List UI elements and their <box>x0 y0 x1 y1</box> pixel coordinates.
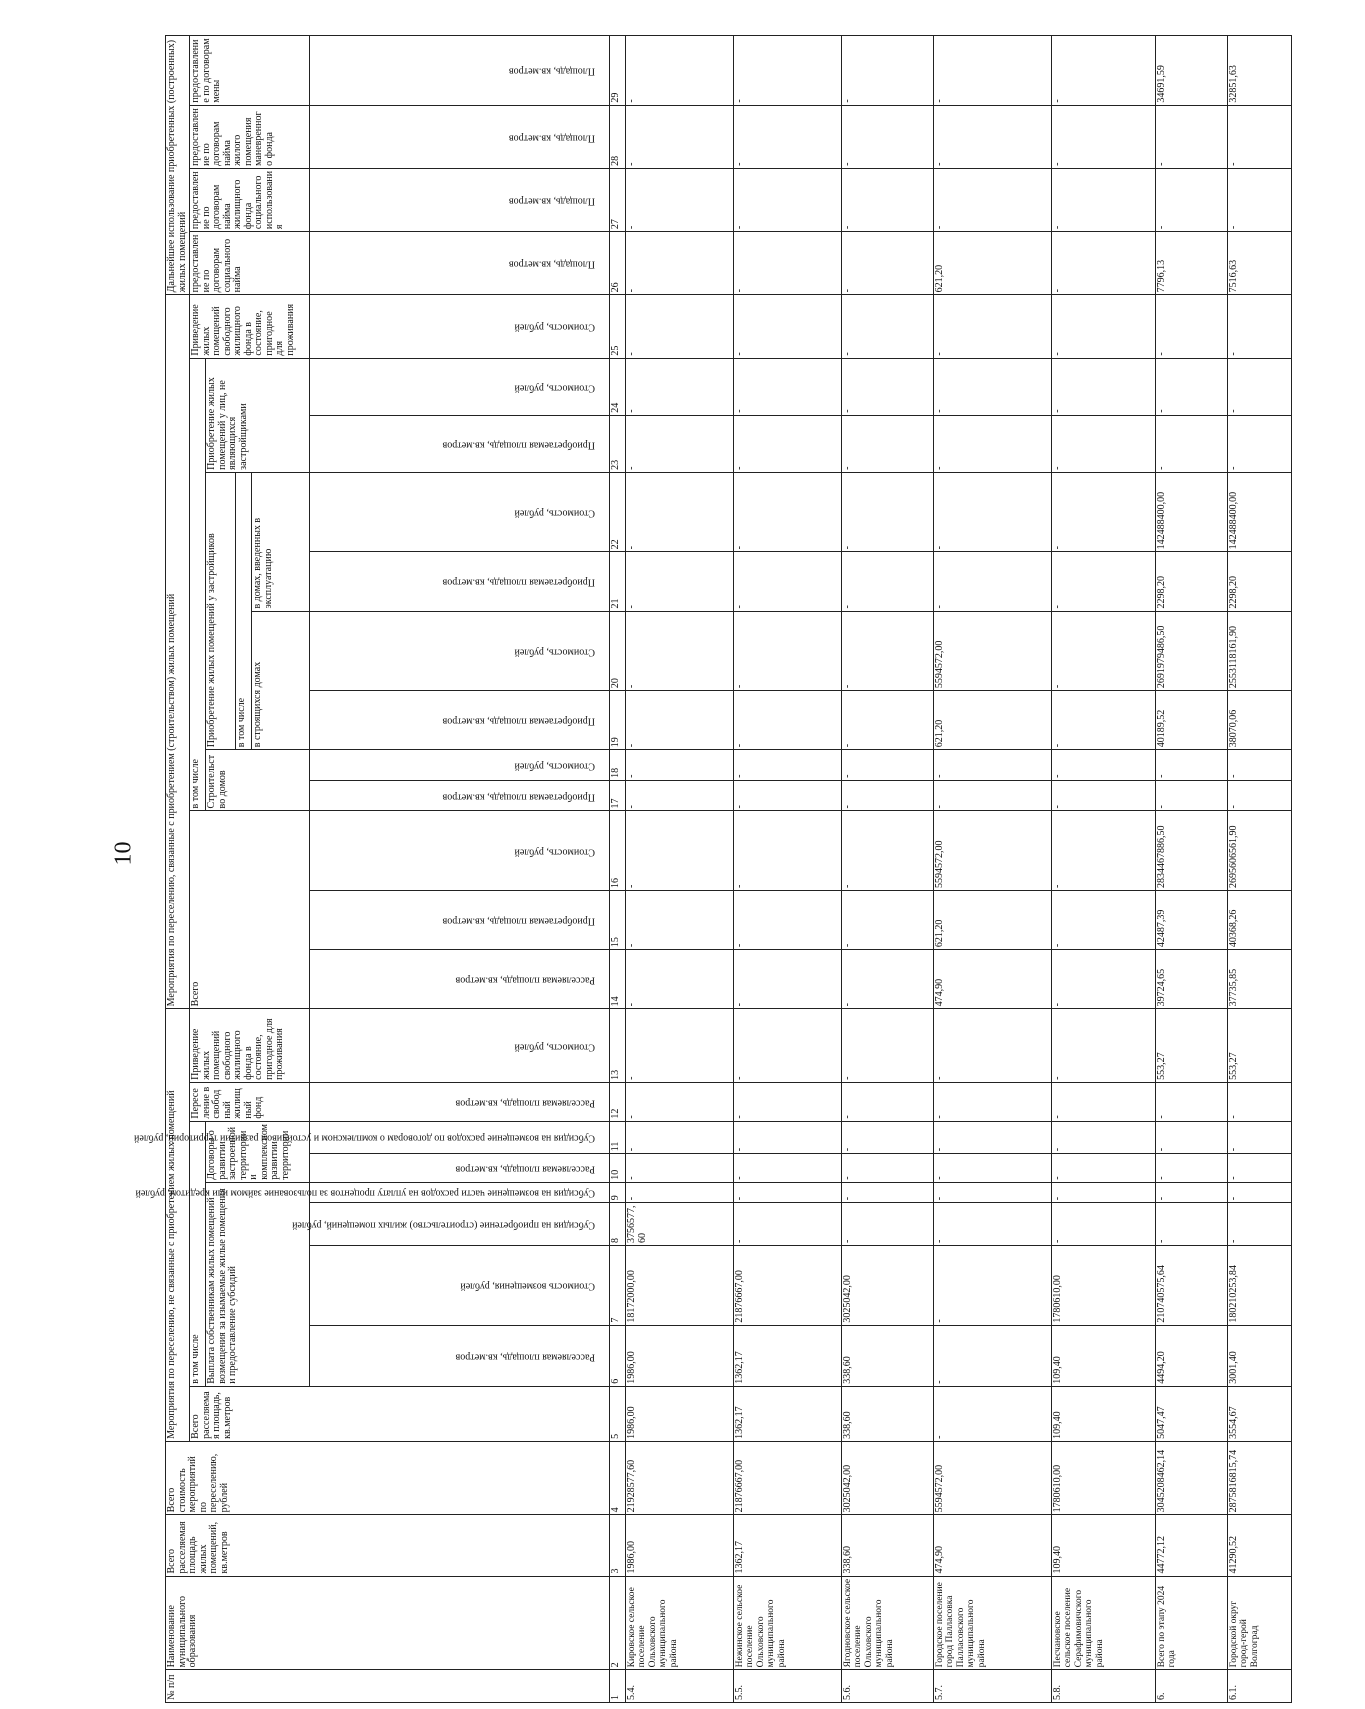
header-col16: Стоимость, рублей <box>310 811 610 891</box>
value-cell: - <box>1052 1182 1156 1202</box>
header-col11: Субсидия на возмещение расходов по договорам о комплексном и устойчивом развитии территорий, рублей <box>310 1121 610 1154</box>
header-col24: Стоимость, рублей <box>310 358 610 415</box>
value-cell: - <box>842 1182 934 1202</box>
header-col6: Расселяемая площадь, кв.метров <box>310 1325 610 1386</box>
value-cell: 18172000,00 <box>626 1246 734 1326</box>
header-col1: № п/п <box>166 1670 610 1703</box>
header-col13-group: Приведение жилых помещений свободного жилищного фонда в состояние, пригодное для проживания <box>190 1009 310 1083</box>
value-cell: - <box>1156 1154 1228 1183</box>
value-cell: - <box>626 1154 734 1183</box>
value-cell: - <box>1228 415 1292 472</box>
value-cell: - <box>1052 168 1156 231</box>
row-number-cell: 6.1. <box>1228 1670 1292 1703</box>
value-cell: 3025042,00 <box>842 1441 934 1514</box>
table-body <box>626 36 1292 1703</box>
value-cell: - <box>842 358 934 415</box>
row-number-cell: 5.7. <box>934 1670 1052 1703</box>
value-cell: 2834467886,50 <box>1156 811 1228 891</box>
table-row <box>1228 36 1292 1703</box>
value-cell: - <box>1228 358 1292 415</box>
value-cell: 34691,59 <box>1156 36 1228 106</box>
value-cell: - <box>626 232 734 295</box>
value-cell: 338,60 <box>842 1515 934 1576</box>
header-col22: Стоимость, рублей <box>310 472 610 552</box>
value-cell: 3756577,60 <box>626 1203 734 1246</box>
value-cell: - <box>934 295 1052 358</box>
value-cell: - <box>734 415 842 472</box>
header-col20: Стоимость, рублей <box>310 611 610 691</box>
value-cell: - <box>734 950 842 1009</box>
value-cell: - <box>1052 552 1156 611</box>
value-cell: 1986,00 <box>626 1515 734 1576</box>
value-cell: - <box>1228 1203 1292 1246</box>
header-col29: Площадь, кв.метров <box>310 36 610 106</box>
column-number-cell: 1 <box>610 1670 626 1703</box>
column-number-cell: 13 <box>610 1009 626 1083</box>
value-cell: - <box>734 232 842 295</box>
value-cell: - <box>842 811 934 891</box>
column-number-cell: 18 <box>610 750 626 781</box>
header-col10: Расселяемая площадь, кв.метров <box>310 1154 610 1183</box>
value-cell: 1362,17 <box>734 1386 842 1441</box>
value-cell: 621,20 <box>934 891 1052 950</box>
value-cell: - <box>1156 1121 1228 1154</box>
page-number: 10 <box>110 841 137 866</box>
value-cell: - <box>1228 168 1292 231</box>
header-col9: Субсидия на возмещение части расходов на уплату процентов за пользование займом или кредитом, рублей <box>310 1182 610 1202</box>
value-cell: - <box>734 552 842 611</box>
value-cell: - <box>1228 1082 1292 1121</box>
value-cell: - <box>934 415 1052 472</box>
header-commissioned: в домах, введенных в эксплуатацию <box>252 472 310 611</box>
header-col26: Площадь, кв.метров <box>310 232 610 295</box>
value-cell: - <box>1052 811 1156 891</box>
value-cell: - <box>934 36 1052 106</box>
value-cell: - <box>1052 780 1156 811</box>
value-cell: - <box>934 1009 1052 1083</box>
value-cell: - <box>842 691 934 750</box>
header-col28-group: предоставление по договорам найма жилого помещения маневренного фонда <box>190 105 310 168</box>
column-number-cell: 23 <box>610 415 626 472</box>
header-contracts-group: Договоры о развитии застроенной территории и комплексном развитии территории <box>206 1121 310 1182</box>
value-cell: - <box>842 105 934 168</box>
header-col27: Площадь, кв.метров <box>310 168 610 231</box>
value-cell: - <box>1228 1182 1292 1202</box>
municipality-name-cell: Ягодновское сельское поселение Ольховского муниципального района <box>842 1576 934 1670</box>
header-construction-group: Строительство домов <box>206 750 310 811</box>
header-col29-group: предоставление по договорам мены <box>190 36 310 106</box>
value-cell: - <box>934 750 1052 781</box>
column-number-row <box>610 36 626 1703</box>
value-cell: - <box>626 780 734 811</box>
value-cell: - <box>1156 358 1228 415</box>
header-col28: Площадь, кв.метров <box>310 105 610 168</box>
header-col4: Всего стоимость мероприятий по переселению, рублей <box>166 1441 610 1514</box>
municipality-name-cell: Песчановское сельское поселение Серафимовичского муниципального района <box>1052 1576 1156 1670</box>
value-cell: 5047,47 <box>1156 1386 1228 1441</box>
value-cell: - <box>734 295 842 358</box>
column-number-cell: 6 <box>610 1325 626 1386</box>
value-cell: - <box>734 611 842 691</box>
value-cell: - <box>934 1325 1052 1386</box>
header-col5: Всего расселяемая площадь, кв.метров <box>190 1386 610 1441</box>
value-cell: 2298,20 <box>1156 552 1228 611</box>
value-cell: - <box>934 1154 1052 1183</box>
value-cell: - <box>842 472 934 552</box>
municipality-name-cell: Нежинское сельское поселение Ольховского муниципального района <box>734 1576 842 1670</box>
value-cell: - <box>934 1121 1052 1154</box>
value-cell: - <box>1228 1154 1292 1183</box>
header-col14: Расселяемая площадь, кв.метров <box>310 950 610 1009</box>
column-number-cell: 14 <box>610 950 626 1009</box>
value-cell: - <box>734 105 842 168</box>
value-cell: - <box>734 168 842 231</box>
value-cell: - <box>734 36 842 106</box>
row-number-cell: 5.8. <box>1052 1670 1156 1703</box>
header-total-group: Всего <box>190 811 310 1009</box>
municipality-name-cell: Городское поселение город Палласовка Палласовского муниципального района <box>934 1576 1052 1670</box>
value-cell: - <box>1052 105 1156 168</box>
value-cell: 3001,40 <box>1228 1325 1292 1386</box>
value-cell: - <box>934 105 1052 168</box>
column-number-cell: 10 <box>610 1154 626 1183</box>
header-col2: Наименование муниципального образования <box>166 1576 610 1670</box>
value-cell: 180210253,84 <box>1228 1246 1292 1326</box>
value-cell: - <box>1052 36 1156 106</box>
value-cell: - <box>1052 611 1156 691</box>
value-cell: - <box>842 1121 934 1154</box>
value-cell: - <box>626 552 734 611</box>
header-col13: Стоимость, рублей <box>310 1009 610 1083</box>
table-row <box>842 36 934 1703</box>
value-cell: 21928577,60 <box>626 1441 734 1514</box>
value-cell: - <box>1156 415 1228 472</box>
value-cell: - <box>626 472 734 552</box>
value-cell: - <box>626 415 734 472</box>
value-cell: 338,60 <box>842 1386 934 1441</box>
value-cell: - <box>734 780 842 811</box>
value-cell: 21876667,00 <box>734 1246 842 1326</box>
value-cell: - <box>842 232 934 295</box>
value-cell: 4494,20 <box>1156 1325 1228 1386</box>
column-number-cell: 24 <box>610 358 626 415</box>
column-number-cell: 29 <box>610 36 626 106</box>
value-cell: 41290,52 <box>1228 1515 1292 1576</box>
header-developers-group: Приобретение жилых помещений у застройщиков <box>206 472 236 749</box>
value-cell: - <box>626 358 734 415</box>
resettlement-table <box>133 35 1292 1703</box>
value-cell: - <box>734 1203 842 1246</box>
value-cell: - <box>626 295 734 358</box>
value-cell: - <box>934 780 1052 811</box>
column-number-cell: 4 <box>610 1441 626 1514</box>
value-cell: - <box>1228 750 1292 781</box>
value-cell: 44772,12 <box>1156 1515 1228 1576</box>
header-col23: Приобретаемая площадь, кв.метров <box>310 415 610 472</box>
value-cell: 109,40 <box>1052 1515 1156 1576</box>
value-cell: - <box>1052 1082 1156 1121</box>
value-cell: - <box>1228 780 1292 811</box>
value-cell: - <box>1156 168 1228 231</box>
value-cell: - <box>626 1009 734 1083</box>
value-cell: - <box>626 36 734 106</box>
value-cell: - <box>1156 1203 1228 1246</box>
value-cell: 40368,26 <box>1228 891 1292 950</box>
value-cell: - <box>626 1182 734 1202</box>
value-cell: - <box>626 891 734 950</box>
header-col25: Стоимость, рублей <box>310 295 610 358</box>
table-row <box>1156 36 1228 1703</box>
value-cell: - <box>734 1154 842 1183</box>
value-cell: - <box>842 1009 934 1083</box>
value-cell: - <box>842 780 934 811</box>
value-cell: 553,27 <box>1228 1009 1292 1083</box>
value-cell: - <box>934 1246 1052 1326</box>
value-cell: 2298,20 <box>1228 552 1292 611</box>
municipality-name-cell: Всего по этапу 2024 года <box>1156 1576 1228 1670</box>
value-cell: 474,90 <box>934 1515 1052 1576</box>
value-cell: - <box>842 295 934 358</box>
header-in-that-number2: в том числе <box>190 358 206 811</box>
header-col17: Приобретаемая площадь, кв.метров <box>310 780 610 811</box>
value-cell: - <box>734 358 842 415</box>
column-number-cell: 22 <box>610 472 626 552</box>
value-cell: 5594572,00 <box>934 811 1052 891</box>
value-cell: 2875816815,74 <box>1228 1441 1292 1514</box>
row-number-cell: 6. <box>1156 1670 1228 1703</box>
column-number-cell: 7 <box>610 1246 626 1326</box>
value-cell: 553,27 <box>1156 1009 1228 1083</box>
column-number-cell: 3 <box>610 1515 626 1576</box>
value-cell: 621,20 <box>934 691 1052 750</box>
value-cell: - <box>734 1182 842 1202</box>
value-cell: - <box>934 472 1052 552</box>
value-cell: - <box>842 36 934 106</box>
value-cell: - <box>1052 1009 1156 1083</box>
value-cell: - <box>842 552 934 611</box>
value-cell: - <box>842 611 934 691</box>
header-col26-group: предоставление по договорам социального найма <box>190 232 310 295</box>
column-number-cell: 27 <box>610 168 626 231</box>
value-cell: 338,60 <box>842 1325 934 1386</box>
value-cell: - <box>734 891 842 950</box>
value-cell: 38070,06 <box>1228 691 1292 750</box>
value-cell: 32851,63 <box>1228 36 1292 106</box>
table-row <box>734 36 842 1703</box>
value-cell: 109,40 <box>1052 1325 1156 1386</box>
column-number-cell: 26 <box>610 232 626 295</box>
column-number-cell: 28 <box>610 105 626 168</box>
header-col19: Приобретаемая площадь, кв.метров <box>310 691 610 750</box>
value-cell: - <box>934 1082 1052 1121</box>
header-col25-group: Приведение жилых помещений свободного жилищного фонда в состояние, пригодное для проживания <box>190 295 310 358</box>
value-cell: 37735,85 <box>1228 950 1292 1009</box>
header-col3: Всего расселяемая площадь жилых помещений, кв.метров <box>166 1515 610 1576</box>
column-number-cell: 8 <box>610 1203 626 1246</box>
value-cell: - <box>1052 472 1156 552</box>
value-cell: - <box>1228 105 1292 168</box>
header-col21: Приобретаемая площадь, кв.метров <box>310 552 610 611</box>
header-non-developers-group: Приобретение жилых помещений у лиц, не являющихся застройщиками <box>206 358 310 472</box>
header-col18: Стоимость, рублей <box>310 750 610 781</box>
value-cell: - <box>1052 1203 1156 1246</box>
value-cell: - <box>734 1082 842 1121</box>
value-cell: 39724,65 <box>1156 950 1228 1009</box>
header-in-that-number: в том числе <box>190 1121 206 1386</box>
value-cell: - <box>842 950 934 1009</box>
column-number-cell: 15 <box>610 891 626 950</box>
value-cell: - <box>842 415 934 472</box>
column-number-cell: 17 <box>610 780 626 811</box>
header-col12-group: Переселение в свободный жилищный фонд <box>190 1082 310 1121</box>
column-number-cell: 20 <box>610 611 626 691</box>
column-number-cell: 25 <box>610 295 626 358</box>
value-cell: - <box>1052 691 1156 750</box>
value-cell: - <box>734 811 842 891</box>
value-cell: 1362,17 <box>734 1325 842 1386</box>
value-cell: 7516,63 <box>1228 232 1292 295</box>
value-cell: 40189,52 <box>1156 691 1228 750</box>
value-cell: - <box>934 552 1052 611</box>
value-cell: 5594572,00 <box>934 1441 1052 1514</box>
value-cell: - <box>626 691 734 750</box>
value-cell: - <box>626 105 734 168</box>
value-cell: 474,90 <box>934 950 1052 1009</box>
header-col12: Расселяемая площадь, кв.метров <box>310 1082 610 1121</box>
value-cell: - <box>842 1154 934 1183</box>
value-cell: - <box>1052 750 1156 781</box>
value-cell: - <box>934 1182 1052 1202</box>
header-in-that-number3: в том числе <box>236 472 252 749</box>
value-cell: - <box>1228 295 1292 358</box>
value-cell: - <box>626 168 734 231</box>
value-cell: - <box>1052 232 1156 295</box>
row-number-cell: 5.4. <box>626 1670 734 1703</box>
header-col8: Субсидия на приобретение (строительство) жилых помещений, рублей <box>310 1203 610 1246</box>
value-cell: - <box>1052 1154 1156 1183</box>
value-cell: - <box>626 950 734 1009</box>
value-cell: 1986,00 <box>626 1325 734 1386</box>
row-number-cell: 5.5. <box>734 1670 842 1703</box>
value-cell: - <box>734 691 842 750</box>
header-col15: Приобретаемая площадь, кв.метров <box>310 891 610 950</box>
value-cell: - <box>1156 780 1228 811</box>
value-cell: 3045208462,14 <box>1156 1441 1228 1514</box>
value-cell: - <box>934 1386 1052 1441</box>
value-cell: 1780610,00 <box>1052 1246 1156 1326</box>
column-number-cell: 5 <box>610 1386 626 1441</box>
value-cell: - <box>934 168 1052 231</box>
column-number-cell: 9 <box>610 1182 626 1202</box>
header-group-not-related: Мероприятия по переселению, не связанные с приобретением жилых помещений <box>166 1009 190 1442</box>
value-cell: 142488400,00 <box>1228 472 1292 552</box>
value-cell: - <box>934 1203 1052 1246</box>
value-cell: - <box>934 358 1052 415</box>
value-cell: - <box>734 1121 842 1154</box>
header-under-construction: в строящихся домах <box>252 611 310 750</box>
value-cell: - <box>734 750 842 781</box>
value-cell: - <box>626 811 734 891</box>
value-cell: - <box>1156 105 1228 168</box>
value-cell: 7796,13 <box>1156 232 1228 295</box>
value-cell: - <box>734 472 842 552</box>
table-row <box>1052 36 1156 1703</box>
value-cell: 3554,67 <box>1228 1386 1292 1441</box>
column-number-cell: 11 <box>610 1121 626 1154</box>
value-cell: 2691979486,50 <box>1156 611 1228 691</box>
value-cell: 21876667,00 <box>734 1441 842 1514</box>
value-cell: - <box>1052 950 1156 1009</box>
municipality-name-cell: Кировское сельское поселение Ольховского муниципального района <box>626 1576 734 1670</box>
value-cell: 42487,39 <box>1156 891 1228 950</box>
header-col7: Стоимость возмещения, рублей <box>310 1246 610 1326</box>
value-cell: - <box>626 1082 734 1121</box>
value-cell: 2695606561,90 <box>1228 811 1292 891</box>
header-further-use: Дальнейшее использование приобретенных (построенных) жилых помещений <box>166 36 190 295</box>
column-number-cell: 19 <box>610 691 626 750</box>
value-cell: 5594572,00 <box>934 611 1052 691</box>
header-payout-group: Выплата собственникам жилых помещений возмещения за изымаемые жилые помещения и предоставление субсидий <box>206 1182 310 1386</box>
value-cell: 2553118161,90 <box>1228 611 1292 691</box>
value-cell: - <box>842 750 934 781</box>
value-cell: - <box>1052 295 1156 358</box>
value-cell: 109,40 <box>1052 1386 1156 1441</box>
value-cell: 621,20 <box>934 232 1052 295</box>
value-cell: - <box>842 891 934 950</box>
value-cell: - <box>1052 891 1156 950</box>
value-cell: - <box>734 1009 842 1083</box>
value-cell: - <box>626 611 734 691</box>
rotated-page <box>133 0 1365 1709</box>
value-cell: 1780610,00 <box>1052 1441 1156 1514</box>
table-container <box>133 35 1260 1703</box>
value-cell: - <box>842 1082 934 1121</box>
value-cell: - <box>1052 358 1156 415</box>
table-row <box>934 36 1052 1703</box>
value-cell: - <box>1156 1182 1228 1202</box>
column-number-cell: 12 <box>610 1082 626 1121</box>
value-cell: - <box>626 1121 734 1154</box>
column-number-cell: 2 <box>610 1576 626 1670</box>
value-cell: - <box>626 750 734 781</box>
municipality-name-cell: Городской округ город-герой Волгоград <box>1228 1576 1292 1670</box>
value-cell: - <box>1052 1121 1156 1154</box>
value-cell: - <box>1228 1121 1292 1154</box>
value-cell: 142488400,00 <box>1156 472 1228 552</box>
value-cell: - <box>1156 750 1228 781</box>
table-row <box>626 36 734 1703</box>
value-cell: 1986,00 <box>626 1386 734 1441</box>
value-cell: 3025042,00 <box>842 1246 934 1326</box>
header-group-related: Мероприятия по переселению, связанные с приобретением (строительством) жилых помещений <box>166 295 190 1009</box>
value-cell: - <box>1156 1082 1228 1121</box>
column-number-cell: 21 <box>610 552 626 611</box>
header-col27-group: предоставление по договорам найма жилищного фонда социального использования <box>190 168 310 231</box>
value-cell: - <box>842 168 934 231</box>
column-number-cell: 16 <box>610 811 626 891</box>
row-number-cell: 5.6. <box>842 1670 934 1703</box>
value-cell: - <box>842 1203 934 1246</box>
value-cell: 210740575,64 <box>1156 1246 1228 1326</box>
value-cell: - <box>1156 295 1228 358</box>
value-cell: - <box>1052 415 1156 472</box>
value-cell: 1362,17 <box>734 1515 842 1576</box>
